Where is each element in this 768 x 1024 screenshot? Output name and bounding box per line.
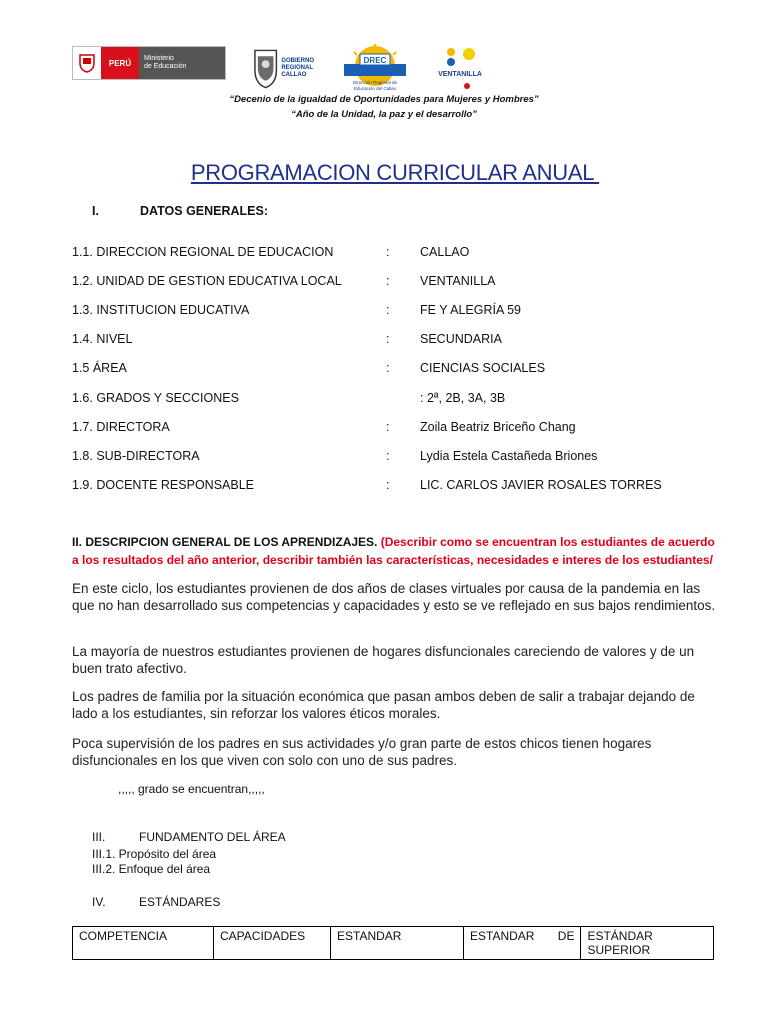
general-data-label: 1.2. UNIDAD DE GESTION EDUCATIVA LOCAL <box>72 274 342 288</box>
ugel-label: VENTANILLA <box>438 71 482 78</box>
gob-line-3: CALLAO <box>281 71 307 78</box>
general-data-label: 1.4. NIVEL <box>72 332 133 346</box>
document-title: PROGRAMACION CURRICULAR ANUAL <box>190 160 600 185</box>
motto-line-2: “Año de la Unidad, la paz y el desarrollo” <box>291 109 477 120</box>
drec-sub-2: Educación del Callao <box>353 86 397 91</box>
gob-line-1: GOBIERNO <box>281 57 314 64</box>
standards-header-cell: ESTANDAR DE <box>464 927 581 960</box>
section-3-sub-2: III.2. Enfoque del área <box>92 862 211 876</box>
general-data-label: 1.6. GRADOS Y SECCIONES <box>72 391 239 405</box>
ugel-ventanilla-logo <box>437 40 483 94</box>
general-data-colon: : <box>386 245 390 259</box>
gob-line-2: REGIONAL <box>281 64 313 71</box>
motto-line-1: “Decenio de la igualdad de Oportunidades para Mujeres y Hombres” <box>229 94 539 105</box>
standards-table-header-row <box>73 927 714 960</box>
general-data-colon: : <box>386 274 390 288</box>
minedu-line-1: Ministerio <box>144 55 174 62</box>
standards-header-cell: COMPETENCIA <box>73 927 214 960</box>
minedu-ministry-label <box>139 47 225 79</box>
general-data-label: 1.3. INSTITUCION EDUCATIVA <box>72 303 250 317</box>
general-data-colon: : <box>386 420 390 434</box>
standards-table <box>72 926 714 960</box>
description-paragraph: En este ciclo, los estudiantes provienen de dos años de clases virtuales por causa de la pandemia en las que no han desarrollado sus competencias y capacidades y esto se ve reflejado en sus bajos rendimientos. <box>72 581 716 613</box>
section-4-number: IV. <box>92 895 106 909</box>
general-data-label: 1.5 ÁREA <box>72 361 127 375</box>
drec-label: DREC <box>363 56 387 65</box>
drec-logo <box>340 44 410 92</box>
description-paragraph: La mayoría de nuestros estudiantes provienen de hogares disfuncionales careciendo de valores y de un buen trato afectivo. <box>72 644 695 676</box>
standards-header-cell: ESTANDAR <box>331 927 464 960</box>
general-data-label: 1.9. DOCENTE RESPONSABLE <box>72 478 255 492</box>
general-data-value: VENTANILLA <box>420 274 496 288</box>
minedu-logo <box>72 46 226 80</box>
section-1-heading: DATOS GENERALES: <box>140 204 269 218</box>
standards-header-cell: CAPACIDADES <box>214 927 331 960</box>
general-data-colon: : <box>386 361 390 375</box>
standards-header-cell: ESTÁNDAR SUPERIOR <box>581 927 714 960</box>
peru-shield-icon <box>73 47 101 79</box>
general-data-label: 1.1. DIRECCION REGIONAL DE EDUCACION <box>72 245 334 259</box>
general-data-value: : 2ª, 2B, 3A, 3B <box>420 391 506 405</box>
general-data-value: LIC. CARLOS JAVIER ROSALES TORRES <box>420 478 662 492</box>
minedu-line-2: de Educación <box>144 63 187 70</box>
general-data-value: FE Y ALEGRÍA 59 <box>420 303 521 317</box>
minedu-peru-label: PERÚ <box>101 47 139 79</box>
gobierno-regional-logo <box>252 44 314 92</box>
general-data-value: CALLAO <box>420 245 470 259</box>
section-2-note: (Describir como se encuentran los estudiantes de acuerdo a los resultados del año anterior, describir también las características, necesidades e interes de los estudiantes/ <box>72 535 715 567</box>
general-data-colon: : <box>386 478 390 492</box>
general-data-colon: : <box>386 449 390 463</box>
general-data-value: SECUNDARIA <box>420 332 502 346</box>
drec-sub-1: Dirección Regional de <box>352 80 398 85</box>
general-data-value: Lydia Estela Castañeda Briones <box>420 449 598 463</box>
section-3-heading: FUNDAMENTO DEL ÁREA <box>139 830 286 844</box>
description-paragraph: Poca supervisión de los padres en sus actividades y/o gran parte de estos chicos tienen hogares disfuncionales en los que viven con solo con uno de sus padres. <box>72 736 652 768</box>
general-data-value: Zoila Beatriz Briceño Chang <box>420 420 576 434</box>
general-data-value: CIENCIAS SOCIALES <box>420 361 546 375</box>
general-data-colon: : <box>386 332 390 346</box>
callao-shield-icon <box>252 46 279 90</box>
section-1-number: I. <box>92 204 99 218</box>
description-paragraph: Los padres de familia por la situación económica que pasan ambos deben de salir a trabajar dejando de lado a los estudiantes, sin reforzar los valores éticos morales. <box>72 689 695 721</box>
section-2-header <box>72 533 722 569</box>
section-3-number: III. <box>92 830 106 844</box>
section-3-sub-1: III.1. Propósito del área <box>92 847 217 861</box>
general-data-label: 1.7. DIRECTORA <box>72 420 170 434</box>
general-data-label: 1.8. SUB-DIRECTORA <box>72 449 200 463</box>
section-4-heading: ESTÁNDARES <box>139 895 221 909</box>
grade-note: ,,,,, grado se encuentran,,,,, <box>118 782 265 796</box>
section-2-heading: II. DESCRIPCION GENERAL DE LOS APRENDIZAJES. <box>72 535 381 549</box>
general-data-colon: : <box>386 303 390 317</box>
